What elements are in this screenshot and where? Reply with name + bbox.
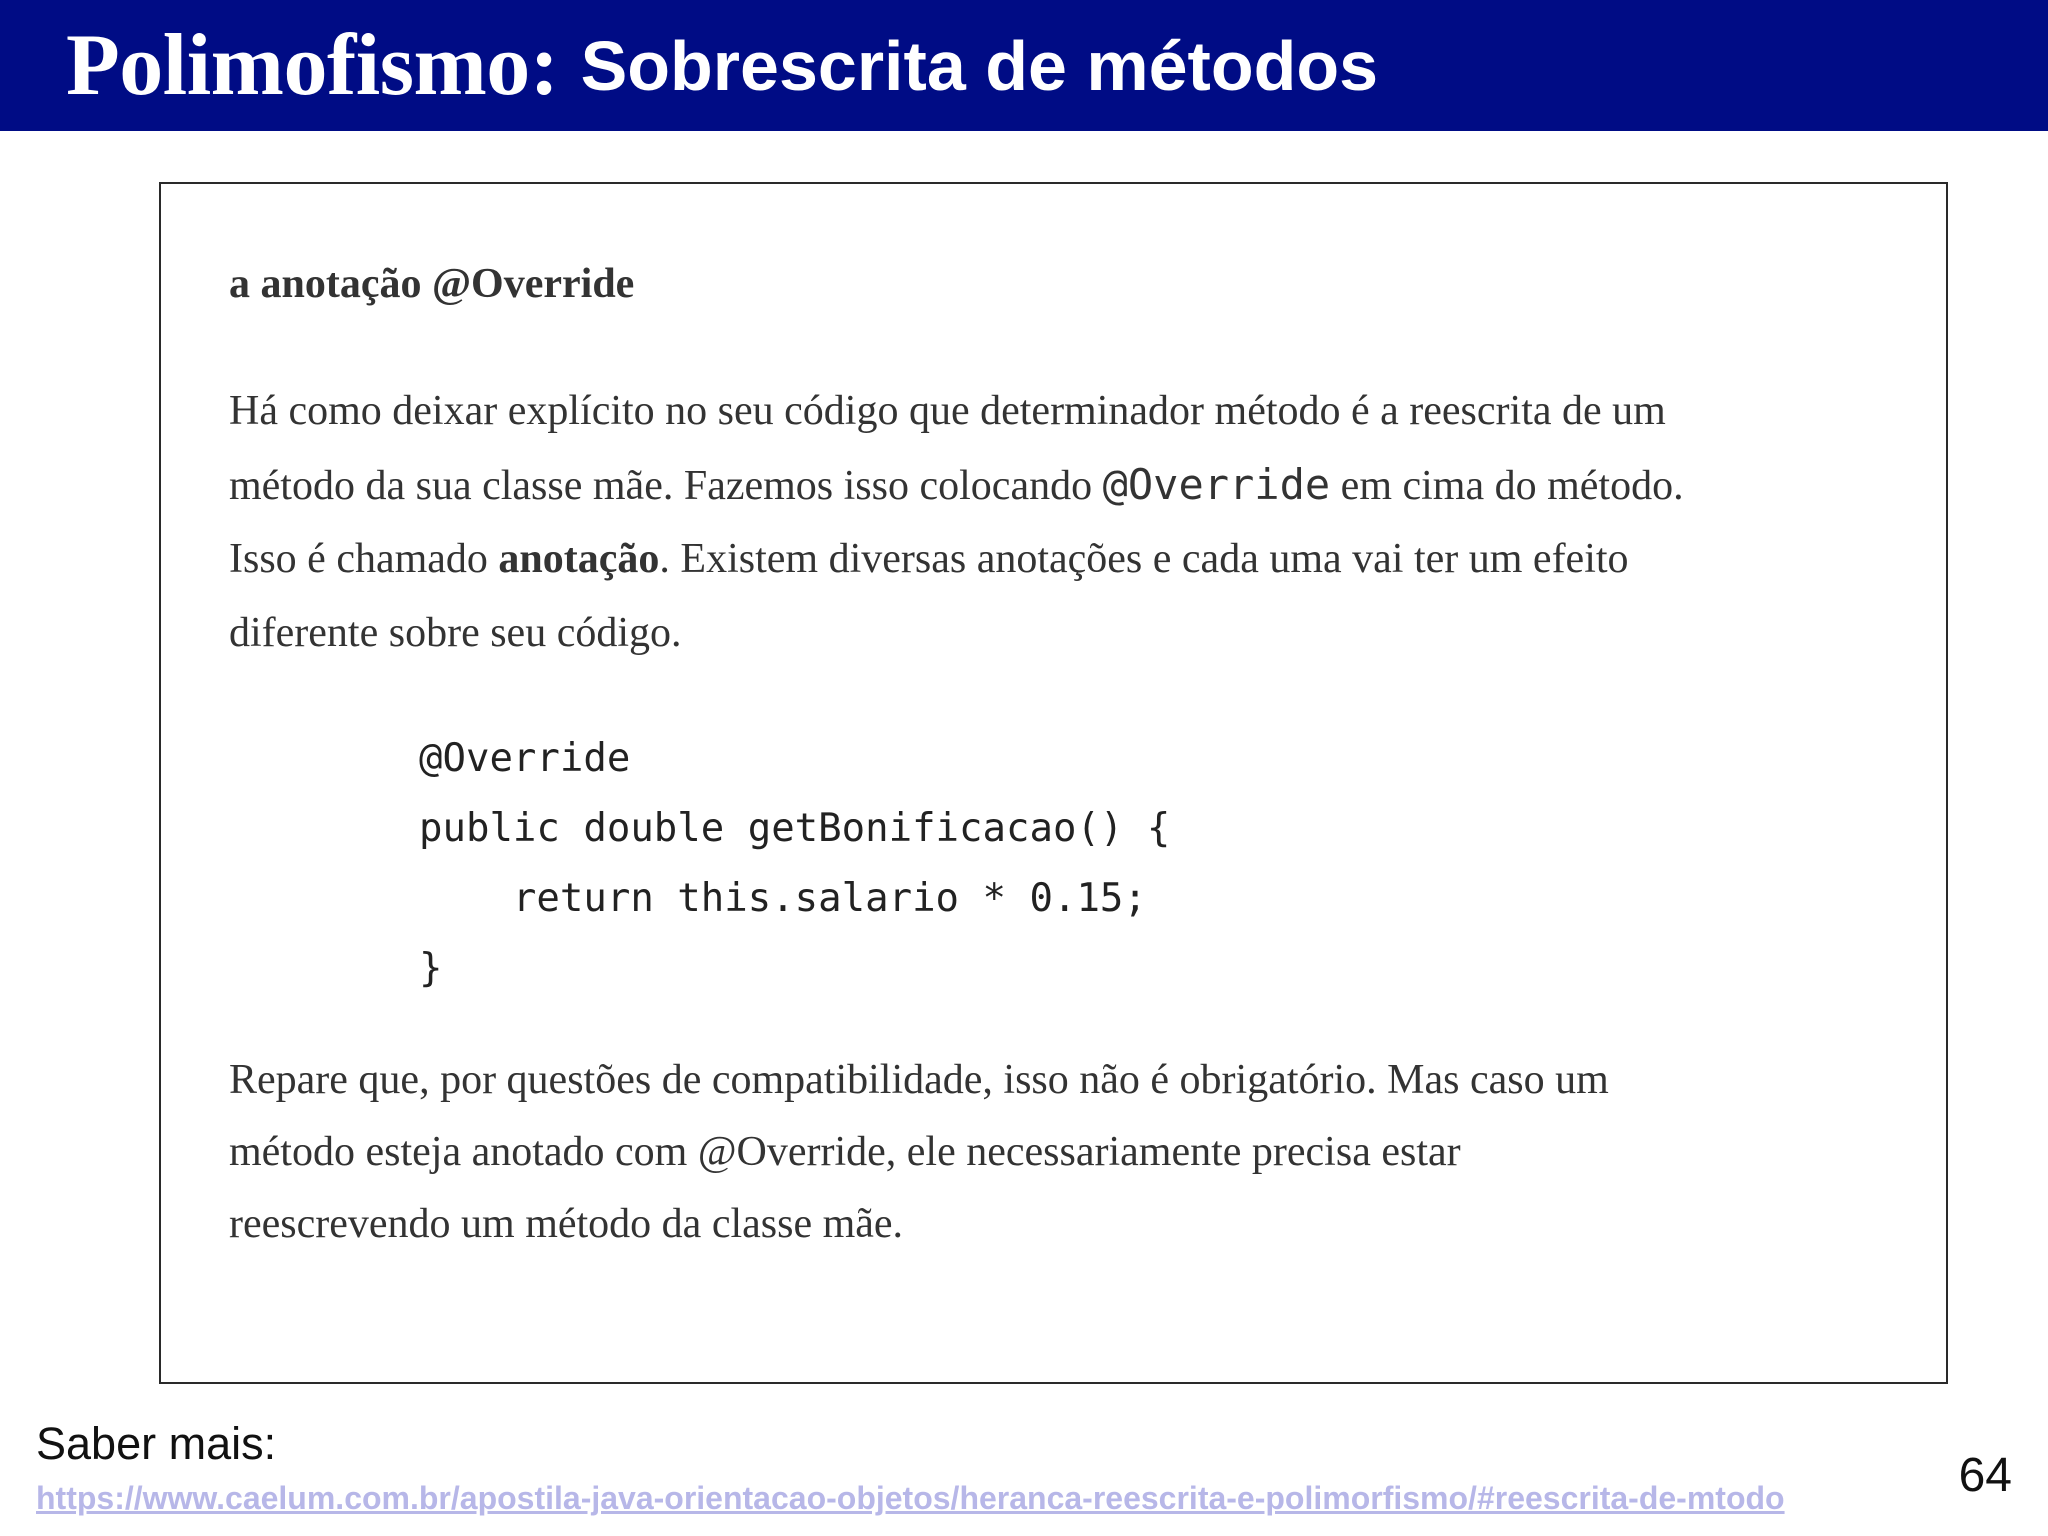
paragraph-note — [229, 1044, 1909, 1260]
paragraph-line: reescrevendo um método da classe mãe. — [229, 1201, 904, 1247]
code-line: } — [419, 946, 443, 991]
text-segment: em cima do método. — [1330, 463, 1684, 509]
code-line: return this.salario * 0.15; — [419, 876, 1147, 921]
paragraph-line — [229, 522, 1909, 596]
text-segment: método da sua classe mãe. Fazemos isso colocando — [229, 463, 1103, 509]
inline-code-override: @Override — [1102, 460, 1331, 509]
paragraph-line: método esteja anotado com @Override, ele necessariamente precisa estar — [229, 1129, 1461, 1175]
paragraph-line — [229, 448, 1909, 522]
content-box — [159, 182, 1948, 1384]
code-line: public double getBonificacao() { — [419, 806, 1171, 851]
slide-subtitle: Sobrescrita de métodos — [580, 26, 1379, 105]
text-segment: Isso é chamado — [229, 536, 499, 582]
code-line: @Override — [419, 736, 631, 781]
saber-mais-label: Saber mais: — [36, 1418, 277, 1469]
section-heading: a anotação @Override — [229, 261, 635, 307]
slide-title-bar — [0, 0, 2048, 131]
paragraph-line: Repare que, por questões de compatibilidade, isso não é obrigatório. Mas caso um — [229, 1057, 1609, 1103]
paragraph-line: Há como deixar explícito no seu código que determinador método é a reescrita de um — [229, 388, 1666, 434]
text-segment: . Existem diversas anotações e cada uma vai ter um efeito — [659, 536, 1629, 582]
code-block — [419, 724, 1170, 1004]
slide-title: Polimofismo: — [66, 17, 559, 114]
bold-term-anotacao: anotação — [498, 536, 660, 582]
paragraph-intro — [229, 374, 1909, 670]
reference-link[interactable]: https://www.caelum.com.br/apostila-java-orientacao-objetos/heranca-reescrita-e-polimorfismo/#reescrita-de-mtodo — [36, 1480, 1785, 1516]
page-number: 64 — [1958, 1449, 2012, 1502]
paragraph-line: diferente sobre seu código. — [229, 610, 682, 656]
